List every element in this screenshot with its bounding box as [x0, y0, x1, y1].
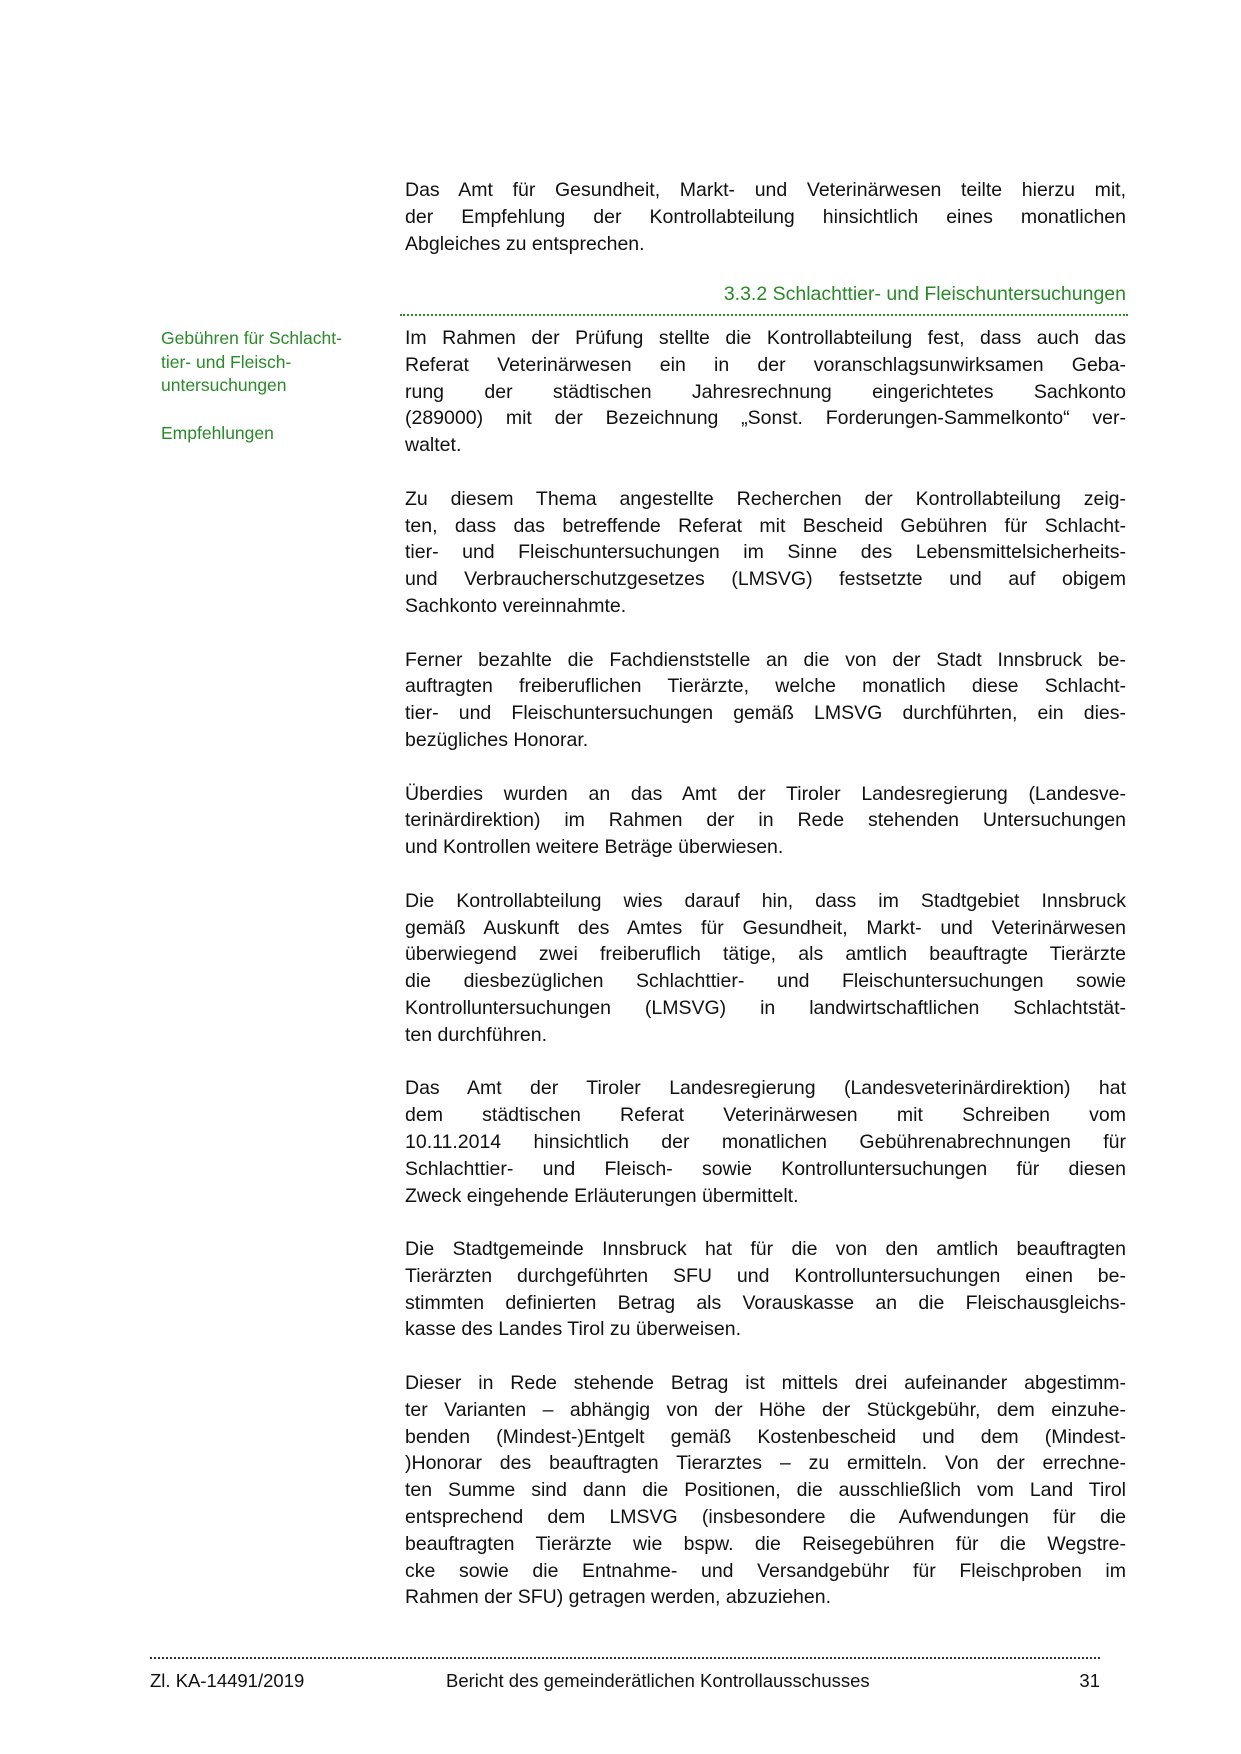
text-line: Schlachttier- und Fleisch- sowie Kontrolluntersuchungen für diesen [405, 1157, 1126, 1180]
text-line: Tierärzten durchgeführten SFU und Kontrolluntersuchungen einen be- [405, 1264, 1126, 1287]
footer-divider [150, 1657, 1100, 1659]
text-line: dem städtischen Referat Veterinärwesen mit Schreiben vom [405, 1104, 1126, 1127]
margin-note-line: untersuchungen [161, 375, 287, 396]
body-text [405, 325, 1126, 1638]
paragraph [405, 1370, 1126, 1611]
text-line: ter Varianten – abhängig von der Höhe der Stückgebühr, dem einzuhe- [405, 1398, 1126, 1421]
text-line: benden (Mindest-)Entgelt gemäß Kostenbescheid und dem (Mindest- [405, 1425, 1126, 1448]
margin-note-topic [161, 327, 381, 398]
page-number: 31 [1079, 1670, 1100, 1691]
text-line: der Empfehlung der Kontrollabteilung hinsichtlich eines monatlichen [405, 205, 1126, 228]
margin-note-line: Gebühren für Schlacht- [161, 328, 342, 348]
text-line: (289000) mit der Bezeichnung „Sonst. Forderungen-Sammelkonto“ ver- [405, 407, 1126, 430]
text-line: bezügliches Honorar. [405, 728, 589, 751]
text-line: ten durchführen. [405, 1023, 548, 1046]
footer-title: Bericht des gemeinderätlichen Kontrollausschusses [446, 1670, 870, 1691]
text-line: rung der städtischen Jahresrechnung eingerichtetes Sachkonto [405, 380, 1126, 403]
margin-note-recommendations: Empfehlungen [161, 423, 274, 443]
section-heading: 3.3.2 Schlachttier- und Fleischuntersuchungen [723, 283, 1126, 305]
text-line: überwiegend zwei freiberuflich tätige, als amtlich beauftragte Tierärzte [405, 943, 1126, 966]
text-line: tier- und Fleischuntersuchungen im Sinne des Lebensmittelsicherheits- [405, 541, 1126, 564]
paragraph [405, 1075, 1126, 1209]
text-line: Die Kontrollabteilung wies darauf hin, dass im Stadtgebiet Innsbruck [405, 889, 1126, 912]
text-line: gemäß Auskunft des Amtes für Gesundheit, Markt- und Veterinärwesen [405, 916, 1126, 939]
text-line: und Kontrollen weitere Beträge überwiesen. [405, 836, 784, 859]
text-line: Die Stadtgemeinde Innsbruck hat für die von den amtlich beauftragten [405, 1238, 1126, 1261]
text-line: Kontrolluntersuchungen (LMSVG) in landwirtschaftlichen Schlachtstät- [405, 996, 1126, 1019]
text-line: Zu diesem Thema angestellte Recherchen der Kontrollabteilung zeig- [405, 487, 1126, 510]
paragraph [405, 647, 1126, 754]
text-line: Sachkonto vereinnahmte. [405, 594, 627, 617]
text-line: Überdies wurden an das Amt der Tiroler Landesregierung (Landesve- [405, 782, 1126, 805]
text-line: waltet. [405, 434, 462, 457]
text-line: ten, dass das betreffende Referat mit Bescheid Gebühren für Schlacht- [405, 514, 1126, 537]
text-line: ten Summe sind dann die Positionen, die ausschließlich vom Land Tirol [405, 1479, 1126, 1502]
text-line: beauftragten Tierärzte wie bspw. die Reisegebühren für die Wegstre- [405, 1532, 1126, 1555]
text-line: Ferner bezahlte die Fachdienststelle an die von der Stadt Innsbruck be- [405, 648, 1126, 671]
text-line: Das Amt für Gesundheit, Markt- und Veterinärwesen teilte hierzu mit, [405, 179, 1126, 201]
paragraph [405, 781, 1126, 861]
intro-paragraph [405, 177, 1126, 257]
margin-note-line: tier- und Fleisch- [161, 351, 292, 372]
text-line: Das Amt der Tiroler Landesregierung (Landesveterinärdirektion) hat [405, 1077, 1126, 1100]
text-line: entsprechend dem LMSVG (insbesondere die Aufwendungen für die [405, 1506, 1126, 1529]
text-line: Dieser in Rede stehende Betrag ist mittels drei aufeinander abgestimm- [405, 1372, 1126, 1395]
paragraph [405, 486, 1126, 620]
text-line: 10.11.2014 hinsichtlich der monatlichen Gebührenabrechnungen für [405, 1130, 1126, 1153]
text-line: tier- und Fleischuntersuchungen gemäß LMSVG durchführten, ein dies- [405, 702, 1126, 725]
text-line: auftragten freiberuflichen Tierärzte, welche monatlich diese Schlacht- [405, 675, 1126, 698]
text-line: stimmten definierten Betrag als Vorauskasse an die Fleischausgleichs- [405, 1291, 1126, 1314]
paragraph [405, 888, 1126, 1049]
text-line: Abgleiches zu entsprechen. [405, 232, 645, 255]
heading-divider [400, 314, 1128, 316]
paragraph [405, 1236, 1126, 1343]
text-line: die diesbezüglichen Schlachttier- und Fleischuntersuchungen sowie [405, 970, 1126, 993]
text-line: )Honorar des beauftragten Tierarztes – zu ermitteln. Von der errechne- [405, 1452, 1126, 1475]
text-line: Referat Veterinärwesen ein in der voranschlagsunwirksamen Geba- [405, 353, 1126, 376]
text-line: und Verbraucherschutzgesetzes (LMSVG) festsetzte und auf obigem [405, 568, 1126, 591]
footer-reference: Zl. KA-14491/2019 [150, 1670, 305, 1691]
text-line: terinärdirektion) im Rahmen der in Rede stehenden Untersuchungen [405, 809, 1126, 832]
text-line: Zweck eingehende Erläuterungen übermittelt. [405, 1184, 799, 1207]
paragraph [405, 325, 1126, 459]
text-line: Rahmen der SFU) getragen werden, abzuziehen. [405, 1586, 831, 1609]
text-line: Im Rahmen der Prüfung stellte die Kontrollabteilung fest, dass auch das [405, 327, 1126, 349]
text-line: cke sowie die Entnahme- und Versandgebühr für Fleischproben im [405, 1559, 1126, 1582]
text-line: kasse des Landes Tirol zu überweisen. [405, 1318, 742, 1341]
